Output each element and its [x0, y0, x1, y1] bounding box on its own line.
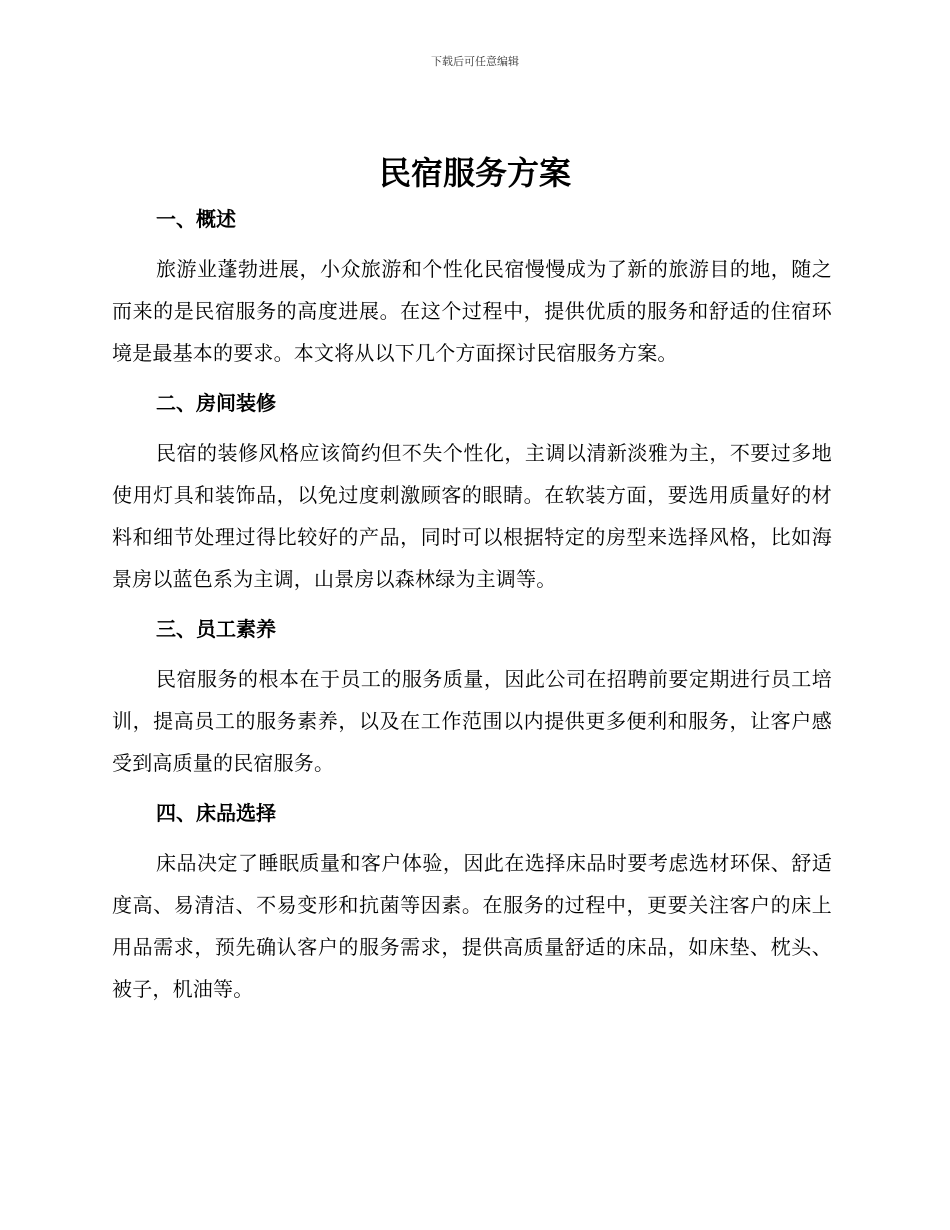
section-paragraph: 民宿服务的根本在于员工的服务质量，因此公司在招聘前要定期进行员工培训，提高员工的服务素养，以及在工作范围以内提供更多便利和服务，让客户感受到高质量的民宿服务。 — [112, 667, 832, 775]
document-title: 民宿服务方案 — [378, 154, 571, 192]
section-paragraph: 民宿的装修风格应该简约但不失个性化，主调以清新淡雅为主，不要过多地使用灯具和装饰品，以免过度刺激顾客的眼睛。在软装方面，要选用质量好的材料和细节处理过得比较好的产品，同时可以根据特定的房型来选择风格，比如海景房以蓝色系为主调，山景房以森林绿为主调等。 — [112, 441, 832, 591]
header-note: 下载后可任意编辑 — [431, 55, 519, 68]
section-room-decoration — [112, 381, 832, 600]
section-staff-quality — [112, 607, 832, 784]
section-heading: 一、概述 — [156, 207, 236, 231]
section-paragraph: 旅游业蓬勃进展，小众旅游和个性化民宿慢慢成为了新的旅游目的地，随之而来的是民宿服务的高度进展。在这个过程中，提供优质的服务和舒适的住宿环境是最基本的要求。本文将从以下几个方面探讨民宿服务方案。 — [112, 257, 832, 365]
section-paragraph: 床品决定了睡眠质量和客户体验，因此在选择床品时要考虑选材环保、舒适度高、易清洁、不易变形和抗菌等因素。在服务的过程中，更要关注客户的床上用品需求，预先确认客户的服务需求，提供高质量舒适的床品，如床垫、枕头、被子，机油等。 — [112, 851, 832, 1001]
section-heading: 三、员工素养 — [156, 617, 276, 641]
section-bedding-selection — [112, 791, 832, 1010]
section-heading: 二、房间装修 — [156, 391, 276, 415]
section-overview — [112, 197, 832, 374]
section-heading: 四、床品选择 — [156, 801, 276, 825]
document-body — [112, 197, 832, 1017]
